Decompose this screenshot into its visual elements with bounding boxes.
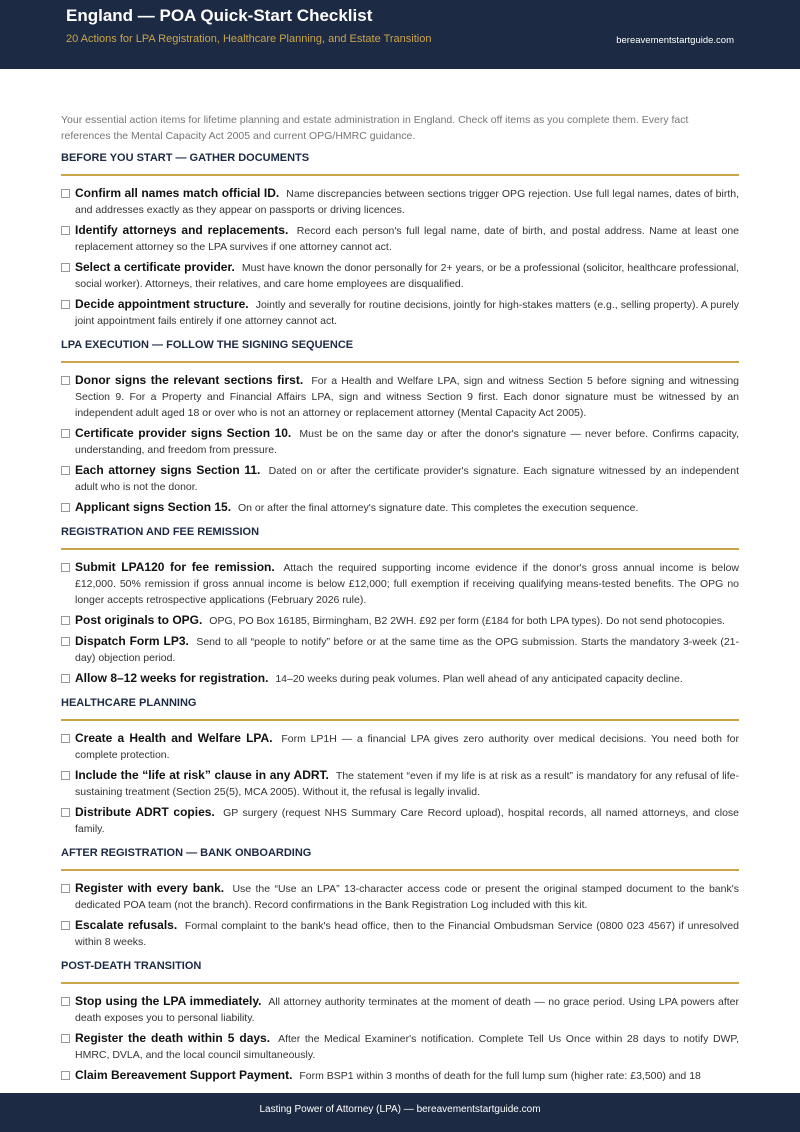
item-text: The statement “even if my life is at risk as a result” is mandatory for any refusal of life-sustaining treatment (Section 25(5), MCA 2005). Without it, the refusal is legally invalid. <box>75 770 740 798</box>
checkbox[interactable] <box>61 808 70 817</box>
checkbox[interactable] <box>61 616 70 625</box>
checklist-item <box>61 1030 739 1063</box>
checklist-content <box>61 112 739 1094</box>
item-lead: Include the “life at risk” clause in any ADRT. <box>75 768 329 782</box>
checklist <box>61 993 739 1084</box>
checkbox[interactable] <box>61 921 70 930</box>
item-text: Jointly and severally for routine decisions, jointly for high-stakes matters (e.g., selling property). A purely joint appointment fails entirely if one attorney cannot act. <box>75 299 739 327</box>
section-heading: REGISTRATION AND FEE REMISSION <box>61 526 739 550</box>
item-lead: Create a Health and Welfare LPA. <box>75 731 273 745</box>
checkbox[interactable] <box>61 300 70 309</box>
item-text: Dated on or after the certificate provider's signature. Each signature witnessed by an independent adult who is not the donor. <box>75 465 739 493</box>
checklist-item <box>61 917 739 950</box>
section-heading: BEFORE YOU START — GATHER DOCUMENTS <box>61 152 739 176</box>
item-lead: Register the death within 5 days. <box>75 1031 271 1045</box>
checklist-item <box>61 804 739 837</box>
page-footer: Lasting Power of Attorney (LPA) — bereavementstartguide.com <box>0 1093 800 1132</box>
item-text: Formal complaint to the bank's head office, then to the Financial Ombudsman Service (0800 023 4567) if unresolved within 8 weeks. <box>75 920 739 948</box>
checklist-item <box>61 730 739 763</box>
item-lead: Confirm all names match official ID. <box>75 186 280 200</box>
checklist <box>61 880 739 950</box>
checklist-item <box>61 425 739 458</box>
item-lead: Certificate provider signs Section 10. <box>75 426 292 440</box>
item-text: Record each person's full legal name, date of birth, and postal address. Name at least one replacement attorney so the LPA survives if one attorney cannot act. <box>75 225 739 253</box>
item-text: Send to all “people to notify” before or at the same time as the OPG submission. Starts the mandatory 3-week (21-day) objection period. <box>75 636 739 664</box>
checklist-item <box>61 670 739 687</box>
intro-text: Your essential action items for lifetime planning and estate administration in England. Check off items as you complete them. Every fact references the Mental Capacity Act 2005 and current OPG/HMRC guidance. <box>61 114 689 142</box>
checklist <box>61 185 739 329</box>
item-text: OPG, PO Box 16185, Birmingham, B2 2WH. £92 per form (£184 for both LPA types). Do not send photocopies. <box>209 615 726 627</box>
checklist-item <box>61 185 739 218</box>
checklist-item <box>61 499 739 516</box>
item-lead: Post originals to OPG. <box>75 613 203 627</box>
checkbox[interactable] <box>61 997 70 1006</box>
item-text: Name discrepancies between sections trigger OPG rejection. Use full legal names, dates of birth, and addresses exactly as they appear on passports or driving licences. <box>75 188 739 216</box>
item-lead: Applicant signs Section 15. <box>75 500 232 514</box>
item-text: Form BSP1 within 3 months of death for the full lump sum (higher rate: £3,500) and 18 <box>299 1070 701 1082</box>
site-name: bereavementstartguide.com <box>616 35 734 46</box>
checklist-item <box>61 633 739 666</box>
item-lead: Stop using the LPA immediately. <box>75 994 262 1008</box>
item-lead: Dispatch Form LP3. <box>75 634 189 648</box>
checkbox[interactable] <box>61 771 70 780</box>
item-text: Must be on the same day or after the donor's signature — never before. Confirms capacity, understanding, and freedom from pressure. <box>75 428 740 456</box>
checklist-item <box>61 372 739 421</box>
checklist-item <box>61 1067 739 1084</box>
checklist-sections <box>61 152 739 1084</box>
section-heading: AFTER REGISTRATION — BANK ONBOARDING <box>61 847 739 871</box>
checklist-item <box>61 993 739 1026</box>
checklist-item <box>61 222 739 255</box>
checkbox[interactable] <box>61 503 70 512</box>
checklist-item <box>61 296 739 329</box>
checklist-item <box>61 559 739 608</box>
page-subtitle: 20 Actions for LPA Registration, Healthcare Planning, and Estate Transition <box>66 33 432 45</box>
checkbox[interactable] <box>61 429 70 438</box>
item-text: For a Health and Welfare LPA, sign and witness Section 5 before signing and witnessing Section 9. For a Property and Financial Affairs LPA, sign and witness Section 9 first. Each donor signature must be witnessed by an independent adult aged 18 or over who is not an attorney or replacement attorney (Mental Capacity Act 2005). <box>75 375 740 419</box>
item-text: Must have known the donor personally for 2+ years, or be a professional (solicitor, healthcare professional, social worker). Attorneys, their relatives, and care home employees are disqualified. <box>75 262 739 290</box>
item-text: Form LP1H — a financial LPA gives zero authority over medical decisions. You need both for complete protection. <box>75 733 740 761</box>
checkbox[interactable] <box>61 376 70 385</box>
item-lead: Distribute ADRT copies. <box>75 805 215 819</box>
section-heading: POST-DEATH TRANSITION <box>61 960 739 984</box>
section-heading: LPA EXECUTION — FOLLOW THE SIGNING SEQUENCE <box>61 339 739 363</box>
checkbox[interactable] <box>61 1034 70 1043</box>
checklist-item <box>61 612 739 629</box>
checkbox[interactable] <box>61 734 70 743</box>
checklist <box>61 372 739 516</box>
page-header <box>0 0 800 69</box>
item-text: 14–20 weeks during peak volumes. Plan well ahead of any anticipated capacity decline. <box>275 673 683 685</box>
checklist-item <box>61 767 739 800</box>
item-lead: Escalate refusals. <box>75 918 178 932</box>
page-title: England — POA Quick-Start Checklist <box>66 6 373 25</box>
checkbox[interactable] <box>61 189 70 198</box>
item-lead: Claim Bereavement Support Payment. <box>75 1068 293 1082</box>
checkbox[interactable] <box>61 263 70 272</box>
item-text: All attorney authority terminates at the moment of death — no grace period. Using LPA powers after death exposes you to personal liability. <box>75 996 739 1024</box>
section-heading: HEALTHCARE PLANNING <box>61 697 739 721</box>
checklist <box>61 559 739 687</box>
checkbox[interactable] <box>61 637 70 646</box>
item-text: After the Medical Examiner's notification. Complete Tell Us Once within 28 days to notify DWP, HMRC, DVLA, and the local council simultaneously. <box>75 1033 740 1061</box>
checkbox[interactable] <box>61 1071 70 1080</box>
item-lead: Select a certificate provider. <box>75 260 235 274</box>
item-lead: Decide appointment structure. <box>75 297 249 311</box>
item-lead: Submit LPA120 for fee remission. <box>75 560 275 574</box>
checkbox[interactable] <box>61 563 70 572</box>
checklist-item <box>61 880 739 913</box>
item-text: Attach the required supporting income evidence if the donor's gross annual income is below £12,000. 50% remission if gross annual income is below £12,000; full exemption if receiving qualifying means-tested benefits. The OPG no longer accepts retrospective applications (February 2026 rule). <box>75 562 739 606</box>
item-lead: Register with every bank. <box>75 881 225 895</box>
item-text: GP surgery (request NHS Summary Care Record upload), hospital records, all named attorneys, and close family. <box>75 807 739 835</box>
item-text: Use the “Use an LPA” 13-character access code or present the original stamped document to the bank's dedicated POA team (not the branch). Record confirmations in the Bank Registration Log included with this kit. <box>75 883 739 911</box>
checkbox[interactable] <box>61 674 70 683</box>
item-lead: Each attorney signs Section 11. <box>75 463 261 477</box>
checklist-item <box>61 462 739 495</box>
checklist <box>61 730 739 837</box>
item-lead: Allow 8–12 weeks for registration. <box>75 671 269 685</box>
checklist-item <box>61 259 739 292</box>
item-text: On or after the final attorney's signature date. This completes the execution sequence. <box>237 502 639 514</box>
checkbox[interactable] <box>61 466 70 475</box>
item-lead: Identify attorneys and replacements. <box>75 223 289 237</box>
checkbox[interactable] <box>61 226 70 235</box>
checkbox[interactable] <box>61 884 70 893</box>
item-lead: Donor signs the relevant sections first. <box>75 373 304 387</box>
